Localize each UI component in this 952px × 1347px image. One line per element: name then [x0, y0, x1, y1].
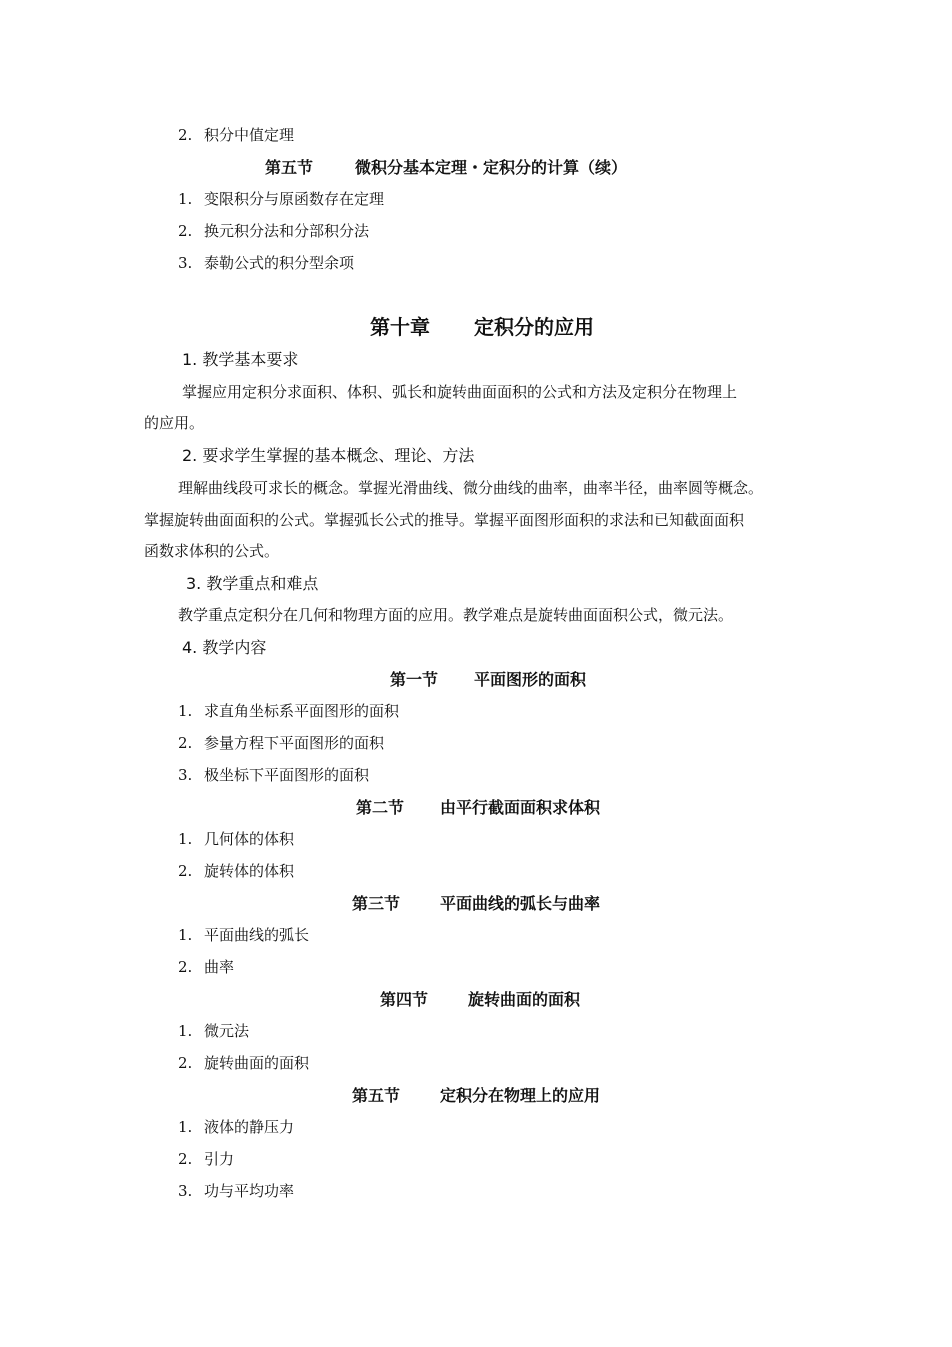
list-item: [178, 764, 369, 785]
paragraph-line: 掌握应用定积分求面积、体积、弧长和旋转曲面面积的公式和方法及定积分在物理上: [182, 383, 738, 401]
list-item: [178, 252, 354, 273]
section-title: 微积分基本定理・定积分的计算（续）: [355, 158, 628, 177]
item-number: 1.: [178, 702, 193, 720]
subheading: 2. 要求学生掌握的基本概念、理论、方法: [182, 446, 475, 465]
list-item: [178, 924, 309, 945]
section-title: 由平行截面面积求体积: [440, 798, 601, 817]
chapter-label: 第十章: [370, 315, 430, 339]
list-item: [178, 188, 384, 209]
item-text: 变限积分与原函数存在定理: [204, 190, 385, 208]
chapter-heading: [370, 311, 594, 340]
item-number: 3.: [178, 766, 193, 784]
section-title: 平面曲线的弧长与曲率: [440, 894, 601, 913]
list-item: [178, 124, 294, 145]
item-number: 1.: [178, 1022, 193, 1040]
item-text: 求直角坐标系平面图形的面积: [204, 702, 400, 720]
paragraph-line: 教学重点定积分在几何和物理方面的应用。教学难点是旋转曲面面积公式，微元法。: [178, 606, 734, 624]
section-heading: [380, 987, 580, 1010]
list-item: [178, 700, 399, 721]
item-text: 几何体的体积: [204, 830, 295, 848]
item-number: 2.: [178, 1150, 193, 1168]
item-text: 泰勒公式的积分型余项: [204, 254, 355, 272]
subheading: 1. 教学基本要求: [182, 350, 299, 369]
item-number: 2.: [178, 958, 193, 976]
item-text: 功与平均功率: [204, 1182, 295, 1200]
item-number: 1.: [178, 190, 193, 208]
item-number: 3.: [178, 1182, 193, 1200]
section-heading: [390, 667, 586, 690]
item-text: 换元积分法和分部积分法: [204, 222, 370, 240]
list-item: [178, 860, 294, 881]
section-title: 平面图形的面积: [474, 670, 587, 689]
item-text: 平面曲线的弧长: [204, 926, 310, 944]
list-item: [178, 732, 384, 753]
list-item: [178, 1180, 294, 1201]
item-number: 2.: [178, 862, 193, 880]
item-text: 旋转体的体积: [204, 862, 295, 880]
item-text: 积分中值定理: [204, 126, 295, 144]
item-text: 旋转曲面的面积: [204, 1054, 310, 1072]
paragraph-line: 函数求体积的公式。: [144, 542, 280, 560]
item-number: 2.: [178, 126, 193, 144]
section-title: 旋转曲面的面积: [468, 990, 581, 1009]
list-item: [178, 828, 294, 849]
item-number: 1.: [178, 830, 193, 848]
item-text: 极坐标下平面图形的面积: [204, 766, 370, 784]
list-item: [178, 1052, 309, 1073]
item-text: 液体的静压力: [204, 1118, 295, 1136]
subheading: 4. 教学内容: [182, 638, 267, 657]
item-text: 引力: [204, 1150, 235, 1168]
list-item: [178, 1116, 294, 1137]
section-label: 第五节: [352, 1086, 401, 1105]
paragraph-line: 掌握旋转曲面面积的公式。掌握弧长公式的推导。掌握平面图形面积的求法和已知截面面积: [144, 511, 745, 529]
paragraph-line: 理解曲线段可求长的概念。掌握光滑曲线、微分曲线的曲率，曲率半径，曲率圆等概念。: [178, 479, 764, 497]
item-number: 2.: [178, 222, 193, 240]
section-label: 第四节: [380, 990, 429, 1009]
section-label: 第三节: [352, 894, 401, 913]
list-item: [178, 1020, 249, 1041]
paragraph-line: 的应用。: [144, 414, 205, 432]
section-heading: [265, 155, 627, 178]
item-number: 1.: [178, 1118, 193, 1136]
list-item: [178, 220, 369, 241]
item-text: 曲率: [204, 958, 235, 976]
item-text: 参量方程下平面图形的面积: [204, 734, 385, 752]
list-item: [178, 956, 234, 977]
chapter-title: 定积分的应用: [474, 315, 594, 339]
item-number: 2.: [178, 734, 193, 752]
subheading: 3. 教学重点和难点: [186, 574, 319, 593]
section-heading: [356, 795, 600, 818]
item-number: 3.: [178, 254, 193, 272]
item-number: 1.: [178, 926, 193, 944]
section-label: 第二节: [356, 798, 405, 817]
section-heading: [352, 891, 600, 914]
list-item: [178, 1148, 234, 1169]
section-label: 第五节: [265, 158, 314, 177]
section-label: 第一节: [390, 670, 439, 689]
item-number: 2.: [178, 1054, 193, 1072]
section-heading: [352, 1083, 600, 1106]
item-text: 微元法: [204, 1022, 250, 1040]
section-title: 定积分在物理上的应用: [440, 1086, 601, 1105]
